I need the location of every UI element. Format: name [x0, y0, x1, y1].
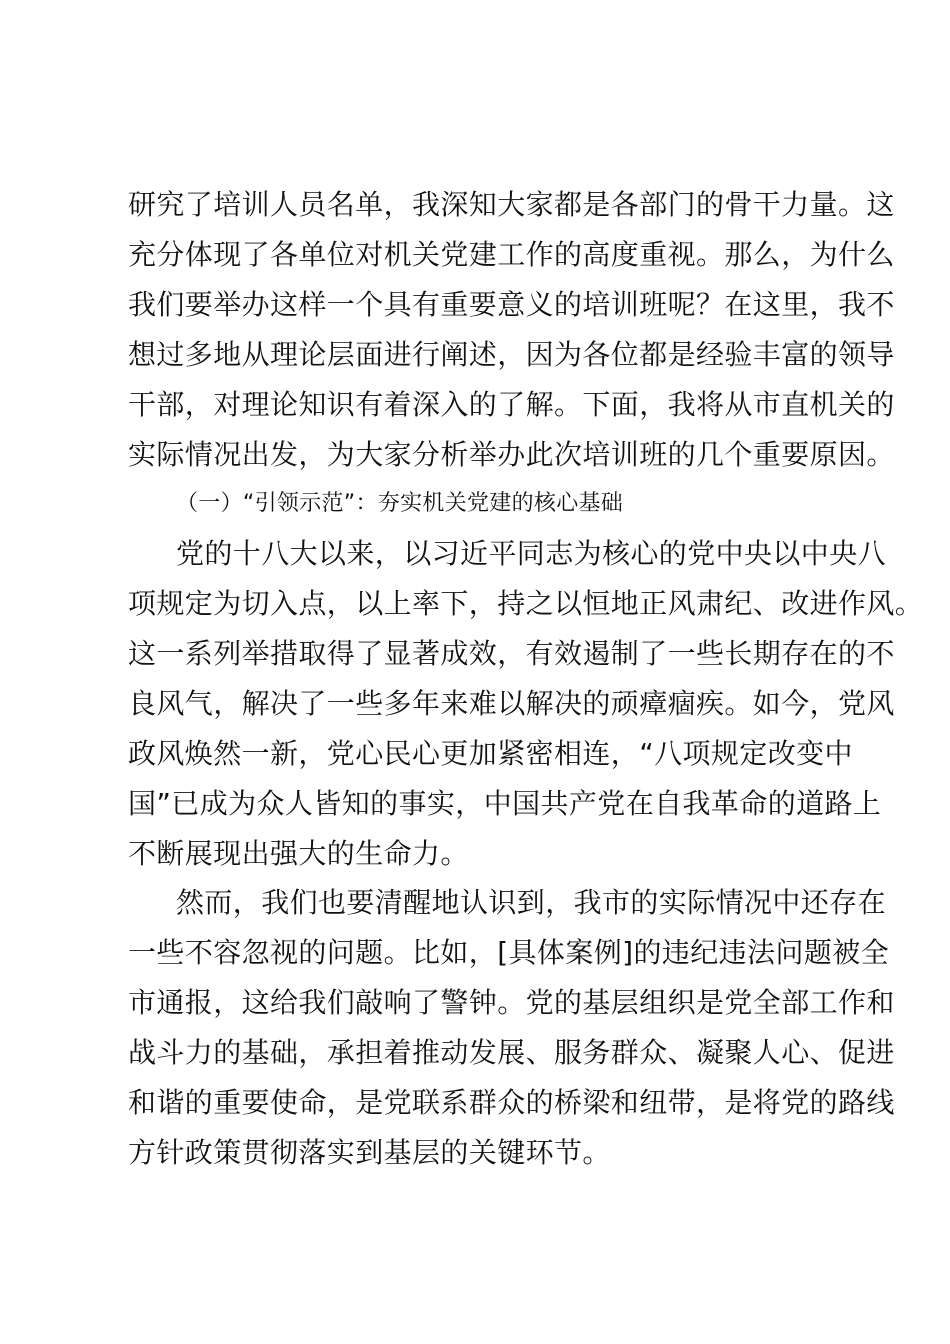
paragraph-1-line: 政风焕然一新，党心民心更加紧密相连，“八项规定改变中 — [128, 737, 853, 770]
paragraph-2-line: 方针政策贯彻落实到基层的关键环节。 — [128, 1136, 611, 1169]
paragraph-1-line: 不断展现出强大的生命力。 — [128, 837, 469, 870]
intro-line: 实际情况出发，为大家分析举办此次培训班的几个重要原因。 — [128, 438, 895, 471]
section-heading: （一）“引领示范”：夯实机关党建的核心基础 — [176, 491, 624, 516]
paragraph-1-line: 良风气，解决了一些多年来难以解决的顽瘴痼疾。如今，党风 — [128, 687, 895, 720]
paragraph-1-line: 项规定为切入点，以上率下，持之以恒地正风肃纪、改进作风。 — [128, 587, 924, 620]
paragraph-1-line: 这一系列举措取得了显著成效，有效遏制了一些长期存在的不 — [128, 637, 895, 670]
paragraph-2-line: 和谐的重要使命，是党联系群众的桥梁和纽带，是将党的路线 — [128, 1086, 895, 1119]
intro-line: 我们要举办这样一个具有重要意义的培训班呢？在这里，我不 — [128, 288, 895, 321]
intro-line: 干部，对理论知识有着深入的了解。下面，我将从市直机关的 — [128, 388, 895, 421]
paragraph-2-line: 然而，我们也要清醒地认识到，我市的实际情况中还存在 — [176, 886, 887, 919]
intro-line: 充分体现了各单位对机关党建工作的高度重视。那么，为什么 — [128, 238, 895, 271]
intro-line: 研究了培训人员名单，我深知大家都是各部门的骨干力量。这 — [128, 188, 895, 221]
paragraph-1-line: 国”已成为众人皆知的事实，中国共产党在自我革命的道路上 — [128, 787, 882, 820]
paragraph-2-line: 一些不容忽视的问题。比如，[具体案例]的违纪违法问题被全 — [128, 936, 890, 969]
intro-line: 想过多地从理论层面进行阐述，因为各位都是经验丰富的领导 — [128, 338, 895, 371]
paragraph-2-line: 战斗力的基础，承担着推动发展、服务群众、凝聚人心、促进 — [128, 1036, 895, 1069]
paragraph-1-line: 党的十八大以来，以习近平同志为核心的党中央以中央八 — [176, 537, 887, 570]
paragraph-2-line: 市通报，这给我们敲响了警钟。党的基层组织是党全部工作和 — [128, 986, 895, 1019]
